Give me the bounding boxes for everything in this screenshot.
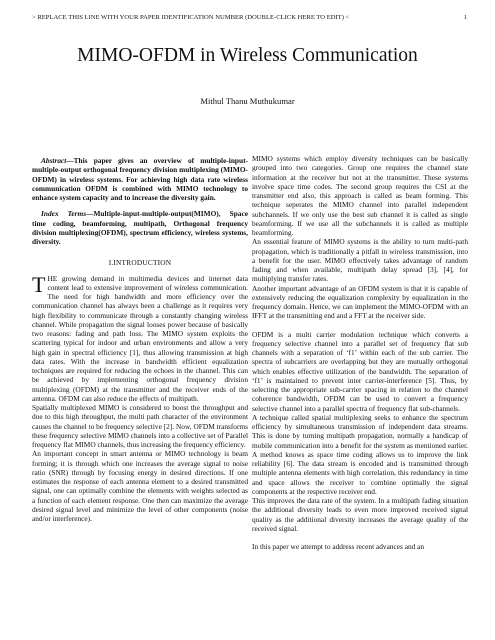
body-paragraph-2: An essential feature of MIMO systems is the ability to turn multi-path propagation, which is traditionally a pitfall in wireless transmission, into a benefit for the user. MIMO effectively takes advantage of random fading and when available, multipath delay spread [3], [4], for multiplying transfer rates.	[252, 237, 468, 284]
index-terms-label: Index Terms	[41, 209, 87, 219]
body-paragraph-5: A technique called spatial multiplexing seeks to enhance the spectrum efficiency by simultaneous transmission of independent data streams. This is done by turning multipath propagation, normally a handicap of mobile communication into a benefit for the system as mentioned earlier. A method knows as space time coding allows us to improve the link reliability [6]. The data stream is encoded and is transmitted through multiple antenna elements with high correlation, this redundancy in time and space allows the receiver to combine optimally the signal components at the respective receiver end.	[252, 412, 468, 496]
body-paragraph-4: OFDM is a multi carrier modulation technique which converts a frequency selective channel into a parallel set of frequency flat sub channels with a separation of ‘f1’ within each of the sub carrier. The spectra of subcarriers are overlapping but they are mutually orthogonal which enables effective utilization of the bandwidth. The separation of ‘f1’ is maintained to prevent inter carrier-interference [5]. Thus, by selecting the appropriate sub-carrier spacing in relation to the channel coherence bandwidth, OFDM can be used to convert a frequency selective channel into a parallel spectra of frequency flat sub-channels.	[252, 329, 468, 413]
intro-paragraph-2: Spatially multiplexed MIMO is considered to boost the throughput and due to this high throughput, the multi path character of the environment causes the channel to be frequency selective [2]. Now, OFDM transforms these frequency selective MIMO channels into a collective set of Parallel frequency flat MIMO channels, thus increasing the frequency efficiency.	[32, 403, 248, 449]
body-paragraph-7: In this paper we attempt to address recent advances and an	[252, 542, 425, 551]
body-paragraph-3: Another important advantage of an OFDM system is that it is capable of extensively reducing the equalization complexity by equalization in the frequency domain. Hence, we can implement the MIMO-OFDM with an IFFT at the transmitting end and a FFT at the receiver side.	[252, 283, 468, 321]
index-terms	[32, 209, 248, 246]
page-number: 1	[463, 14, 467, 21]
paper-title: MIMO-OFDM in Wireless Communication	[77, 45, 418, 66]
abstract-label: Abstract	[41, 156, 67, 165]
abstract	[32, 156, 248, 202]
intro-paragraph-1-text: HE growing demand in multimedia devices and internet data content lead to extensive improvement of wireless communication. The need for high bandwidth and more efficiency over the communication channel has always been a challenge as it requires very high flexibility to communicate through a constantly changing wireless channel. While propagation the signal looses power because of basically two reasons: fading and path loss. The MIMO system exploits the scattering typical for indoor and urban environments and allow a very high gain in spectral efficiency [1], thus allowing transmission at high data rates. With the increase in bandwidth efficient equalization techniques are required for reducing the echoes in the channel. This can be achieved by implementing orthogonal frequency division multiplexing (OFDM) at the transmitter and the receiver ends of the antenna. OFDM can also reduce the effects of multipath.	[32, 273, 248, 403]
body-paragraph-1: MIMO systems which employ diversity techniques can be basically grouped into two categories. Group one requires the channel state information at the receiver but not at the transmitter. These systems involve space time codes. The second group requires the CSI at the transmitter end also, this approach is called as beam forming. This technique seperates the MIMO channel into parallel independent subchannels. If we only use the best sub channel it is called as single beamforming. If we use all the subchannels it is called as multiple beamforming.	[252, 154, 468, 237]
page-header	[32, 14, 467, 22]
index-terms-text: —Multiple-input-multiple-output(MIMO), Space time coding, beamforming, multipath, Orthogonal frequency division multiplexing(OFDM), spectrum efficiency, wireless systems, diversity.	[32, 209, 248, 246]
header-notice[interactable]: > REPLACE THIS LINE WITH YOUR PAPER IDENTIFICATION NUMBER (DOUBLE-CLICK HERE TO EDIT) <	[32, 14, 350, 21]
intro-paragraph-3: An important concept in smart antenna or MIMO technology is beam forming; it is through which one increases the average signal to noise ratio (SNR) through by focusing energy in desired directions. If one estimates the response of each antenna element to a desired transmitted signal, one can optimally combine the elements with weights selected as a function of each element response. One then can maximize the average desired signal level and minimize the level of other components (noise and/or interference).	[32, 449, 248, 523]
intro-paragraph-1	[32, 271, 248, 404]
left-column	[32, 156, 248, 523]
drop-cap: T	[32, 271, 46, 297]
abstract-text: —This paper gives an overview of multiple-input-multiple-output orthogonal frequency division multiplexing (MIMO-OFDM) in wireless systems. For achieving high data rate wireless communication OFDM is combined with MIMO technology to enhance system capacity and to increase the diversity gain.	[32, 156, 248, 202]
section-heading-introduction: I.INTRODUCTION	[108, 258, 172, 268]
body-paragraph-6: This improves the data rate of the system. In a multipath fading situation the additional diversity leads to even more improved received signal quality as the additional diversity increases the average quality of the received signal.	[252, 496, 468, 533]
paper-author: Mithul Thanu Muthukumar	[200, 96, 295, 106]
right-column	[252, 154, 468, 551]
